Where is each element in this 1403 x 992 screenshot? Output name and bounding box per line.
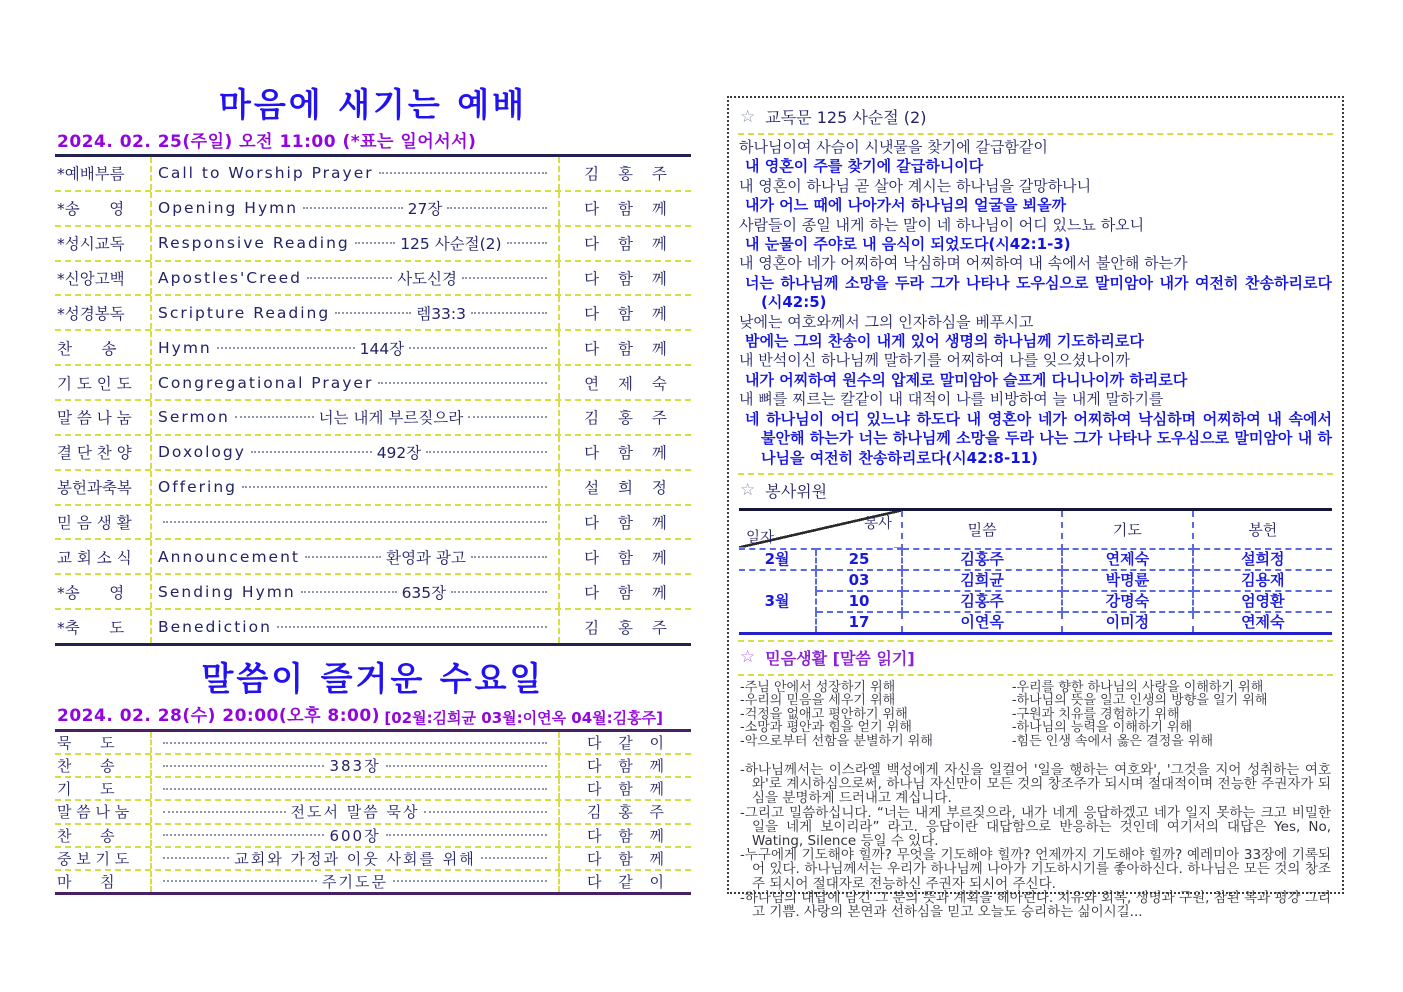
order-item-content [152,755,558,776]
volunteer-name-cell: 강명숙 [1062,591,1192,612]
order-item-detail: 너는 내게 부르짖으라 [318,409,464,428]
order-item-detail: 환영과 광고 [386,548,466,567]
order-item-label: 말 씀 나 눔 [55,801,152,822]
order-item-detail: 635장 [401,583,447,602]
order-item-content [152,471,558,504]
order-item-leader-name: 김 홍 주 [558,401,691,434]
dot-leader [393,880,547,882]
section-divider [738,674,1333,676]
section-divider [738,640,1333,642]
order-item-content [152,227,558,260]
volunteer-name-cell: 연제숙 [1193,612,1332,634]
order-item-english: Congregational Prayer [158,373,374,392]
reading-response-line: 내가 어찌하여 원수의 압제로 말미암아 슬프게 다니나이까 하리로다 [745,370,1188,389]
order-item-leader-name: 다 함 께 [558,540,691,573]
order-item-english: Hymn [158,338,212,357]
order-item-leader-name: 다 함 께 [558,506,691,539]
faith-purpose-item: -소망과 평안과 힘을 얻기 위해 [740,720,912,736]
order-item-detail: 주기도문 [322,872,388,891]
dot-leader [409,347,547,349]
order-item-content [152,540,558,573]
order-item-english: Offering [158,478,237,497]
order-item-content [152,296,558,329]
order-row [55,401,691,436]
volunteer-row [739,591,1332,612]
order-row [55,778,691,801]
order-item-detail: 600장 [329,826,381,845]
order-item-english: Opening Hymn [158,199,299,218]
dot-leader [462,277,547,279]
dot-leader [335,312,411,314]
corner-ilja-label: 일자 [746,529,775,546]
order-item-leader-name: 다 함 께 [558,436,691,469]
dot-leader [251,451,372,453]
volunteer-name-cell: 김홍주 [902,549,1062,570]
reading-leader-line: 하나님이여 사슴이 시냇물을 찾기에 갈급함같이 [739,138,1048,156]
order-item-leader-name: 다 같 이 [558,732,691,753]
faith-title: 믿음생활 [말씀 읽기] [765,648,915,668]
faith-purpose-item: -걱정을 없애고 평안하기 위해 [740,706,908,722]
order-item-label: 중 보 기 도 [55,848,152,869]
order-row [55,506,691,541]
faith-section-header [738,643,1333,673]
order-item-label: 기 도 인 도 [55,366,152,399]
order-row [55,871,691,892]
order-row [55,471,691,506]
order-item-english: Apostles'Creed [158,269,303,287]
order-item-detail: 492장 [376,444,422,463]
faith-purpose-item: -주님 안에서 성장하기 위해 [740,679,896,695]
volunteer-day-cell: 25 [816,549,902,570]
order-item-content [152,871,558,892]
order-row [55,227,691,262]
star-icon: ☆ [740,106,756,127]
order-row [55,540,691,575]
dot-leader [307,277,392,279]
dot-leader [424,811,547,813]
order-item-detail: 125 사순절(2) [400,235,502,254]
faith-purpose-item: -악으로부터 선함을 분별하기 위해 [740,733,933,749]
order-item-content [152,366,558,399]
volunteer-day-cell: 17 [816,612,902,634]
volunteer-name-cell: 설희정 [1193,549,1332,570]
reading-leader-line: 내 뼈를 찌르는 칼같이 내 대적이 나를 비방하여 늘 내게 말하기를 [739,390,1164,409]
dot-leader [447,207,547,209]
reading-response-line: 내 눈물이 주야로 내 음식이 되었도다(시42:1-3) [745,235,1071,254]
order-item-label: 찬 송 [55,755,152,776]
wednesday-service-title: 말씀이 즐거운 수요일 [201,659,545,698]
order-row [55,436,691,471]
wednesday-dateline-row [55,698,691,728]
order-item-leader-name: 다 같 이 [558,871,691,892]
order-item-english: Announcement [158,547,300,566]
section-divider [738,133,1333,135]
reading-response-line: 밤에는 그의 찬송이 내게 있어 생명의 하나님께 기도하리로다 [745,332,1144,351]
order-item-leader-name: 김 홍 주 [558,610,691,643]
order-item-content [152,331,558,364]
faith-purpose-item: -하나님의 능력을 이해하기 위해 [1011,720,1193,736]
order-item-content [152,778,558,799]
order-item-content [152,192,558,225]
dot-leader [481,857,547,859]
dot-leader [242,486,547,488]
volunteers-title: 봉사위원 [765,481,828,501]
reading-leader-line: 내 영혼이 하나님 곧 살아 계시는 하나님을 갈망하나니 [739,176,1092,195]
volunteers-corner-cell [739,509,902,549]
faith-purpose-item: -힘든 인생 속에서 옳은 결정을 위해 [1011,733,1214,749]
order-item-leader-name: 설 희 정 [558,471,691,504]
order-item-label: 찬 송 [55,331,152,364]
wednesday-leaders-note: [02월:김희균 03월:이연옥 04월:김홍주] [384,709,663,727]
left-column [55,86,691,895]
star-icon: ☆ [740,647,756,668]
order-item-label: *송 영 [55,192,152,225]
order-item-content [152,732,558,753]
section-divider [738,473,1333,475]
order-row [55,755,691,778]
dot-leader [235,416,314,418]
faith-purpose-lists [738,677,1333,748]
reading-leader-line: 내 반석이신 하나님께 말하기를 어찌하여 나를 잊으셨나이까 [739,351,1130,370]
dot-leader [355,242,395,244]
reading-title: 교독문 125 사순절 (2) [765,108,927,127]
faith-paragraph: -하나님의 대답에 담긴 그 분의 뜻과 계획을 헤아린다. 치유와 회복, 생명과 구원, 참된 복과 평강 그리고 기쁨. 사랑의 본연과 선하심을 믿고 오늘도 승리하는 싦이시길... [740,889,1331,920]
faith-paragraph: -누구에게 기도해야 힐까? 무엇을 기도해야 힐까? 언제까지 기도해야 힐까? 예레미아 33장에 기록되어 있다. 하나님께서는 우리가 하나님께 나아가 기도하시기를 좋아하신다. 하나님은 모든 것의 창조주 되시어 절대자로 전능하신 주권자 되시어 주신다. [740,847,1331,892]
order-row [55,801,691,824]
order-item-label: 기 도 [55,778,152,799]
order-row [55,157,691,192]
volunteer-month-cell: 3월 [739,570,816,634]
faith-paragraph: -하나님께서는 이스라엘 백성에게 자신을 일컬어 '일을 행하는 여호와', '그것을 지어 성취하는 여호와'로 계시하심으로써, 하나님 자신만이 모든 것의 창조주가 되시며 절대적이며 전능한 주권자가 되심을 분명하게 드러내고 계십니다. [740,761,1331,807]
order-item-leader-name: 다 함 께 [558,575,691,608]
order-item-label: *축 도 [55,610,152,643]
order-item-detail: 사도신경 [397,270,457,288]
order-item-leader-name: 다 함 께 [558,331,691,364]
dot-leader [386,834,547,836]
order-item-leader-name: 다 함 께 [558,755,691,776]
order-item-english: Benediction [158,617,272,636]
order-item-label: 마 침 [55,871,152,892]
dot-leader [305,556,381,558]
dot-leader [163,742,547,744]
faith-paragraph: -그리고 밀씀하십니다. “너는 내게 부르짖으라, 내가 네게 응답하겠고 네가 일지 못하는 크고 비밀한 일을 네게 보이리라” 라고. 응답이란 대답함으로 반응하는 것인데 여기서의 대답은 Yes, No, Wating, Silence 등일 수 있다. [740,804,1331,849]
order-item-label: 말 씀 나 눔 [55,401,152,434]
order-row [55,366,691,401]
order-item-leader-name: 다 함 께 [558,848,691,869]
volunteers-col-header: 기도 [1062,509,1192,549]
dot-leader [163,811,286,813]
order-item-label: 봉헌과축복 [55,471,152,504]
volunteer-row [739,549,1332,570]
right-panel [727,96,1344,920]
dot-leader [468,416,547,418]
order-row [55,262,691,297]
dot-leader [378,382,547,384]
wednesday-dateline: 2024. 02. 28(수) 20:00(오후 8:00) [57,706,380,726]
order-row [55,825,691,848]
order-item-content [152,575,558,608]
dot-leader [471,312,547,314]
order-item-leader-name: 다 함 께 [558,227,691,260]
volunteer-name-cell: 엄영환 [1193,591,1332,612]
reading-leader-line: 내 영혼아 네가 어찌하여 낙심하며 어찌하여 내 속에서 불안해 하는가 [739,254,1188,273]
dot-leader [163,788,547,790]
order-item-leader-name: 다 함 께 [558,296,691,329]
faith-purpose-item: -우리의 믿음을 세우기 위해 [740,693,896,709]
order-item-english: Scripture Reading [158,303,331,322]
reading-section-header [738,102,1333,132]
order-item-detail: 렘33:3 [416,304,466,323]
order-row [55,192,691,227]
order-item-label: 묵 도 [55,732,152,753]
order-item-content [152,825,558,846]
dot-leader [303,207,403,209]
order-row [55,575,691,610]
dot-leader [163,857,229,859]
dot-leader [426,451,547,453]
dot-leader [379,172,547,174]
volunteer-row [739,570,1332,591]
sunday-order-table [55,154,691,646]
order-item-english: Call to Worship Prayer [158,164,374,183]
reading-response-line: 내 영혼이 주를 찾기에 갈급하니이다 [745,157,984,176]
order-item-detail: 383장 [329,757,381,776]
order-item-english: Sending Hymn [158,582,296,601]
order-item-leader-name: 다 함 께 [558,778,691,799]
volunteers-col-header: 봉헌 [1193,509,1332,549]
order-item-english: Sermon [158,408,230,427]
order-item-leader-name: 다 함 께 [558,262,691,295]
dot-leader [163,880,317,882]
order-row [55,331,691,366]
volunteer-day-cell: 03 [816,570,902,591]
dot-leader [386,765,547,767]
order-item-content [152,262,558,295]
faith-purpose-item: -하나님의 뜻을 일고 인생의 방향을 일기 위해 [1011,693,1268,709]
volunteers-col-header: 밀씀 [902,509,1062,549]
volunteer-name-cell: 김홍주 [902,591,1062,612]
faith-list-right [1012,681,1331,748]
volunteer-name-cell: 박명륜 [1062,570,1192,591]
reading-leader-line: 낮에는 여호와께서 그의 인자하심을 베푸시고 [739,312,1034,331]
order-item-detail: 교회와 가정과 이웃 사회를 위해 [234,849,476,868]
faith-purpose-item: -구원과 치유를 경험하기 위해 [1011,706,1180,722]
order-item-label: *신앙고백 [55,262,152,295]
order-item-content [152,436,558,469]
order-item-leader-name: 연 제 숙 [558,366,691,399]
order-item-label: *성시교독 [55,227,152,260]
dot-leader [163,834,324,836]
corner-bongsa-label: 봉사 [864,515,893,532]
dot-leader [163,521,547,523]
sunday-dateline: 2024. 02. 25(주일) 오전 11:00 (*표는 일어서서) [57,132,477,152]
order-item-label: 교 회 소 식 [55,540,152,573]
wednesday-service-section [55,660,691,895]
order-item-content [152,157,558,190]
volunteer-month-cell: 2월 [739,549,816,570]
volunteer-name-cell: 이미정 [1062,612,1192,634]
order-item-leader-name: 다 함 께 [558,825,691,846]
order-item-label: 결 단 찬 양 [55,436,152,469]
order-row [55,848,691,871]
volunteer-day-cell: 10 [816,591,902,612]
volunteer-name-cell: 김용재 [1193,570,1332,591]
volunteer-row [739,612,1332,634]
order-item-content [152,610,558,643]
dot-leader [301,591,397,593]
star-icon: ☆ [740,480,756,501]
dot-leader [277,626,547,628]
dot-leader [451,591,547,593]
dot-leader [163,765,324,767]
order-item-content [152,801,558,822]
order-item-content [152,401,558,434]
order-item-leader-name: 김 홍 주 [558,157,691,190]
order-row [55,610,691,643]
reading-response-line: 너는 하나님께 소망을 두라 그가 나타나 도우심으로 말미암아 내가 여전히 찬송하리로다(시42:5) [745,273,1332,312]
responsive-reading-text [738,136,1333,472]
volunteers-table-wrap [738,506,1333,639]
faith-paragraphs [738,763,1333,919]
order-item-label: *송 영 [55,575,152,608]
order-item-label: *성경봉독 [55,296,152,329]
order-item-label: *예배부름 [55,157,152,190]
reading-leader-line: 사람들이 종일 내게 하는 말이 네 하나님이 어디 있느뇨 하오니 [739,215,1145,234]
order-item-content [152,506,558,539]
dot-leader [471,556,547,558]
volunteers-table [739,508,1332,635]
order-item-detail: 144장 [359,339,405,358]
order-item-leader-name: 다 함 께 [558,192,691,225]
order-item-english: Responsive Reading [158,234,350,253]
order-item-content [152,848,558,869]
dot-leader [507,242,547,244]
dot-leader [217,347,355,349]
order-item-leader-name: 김 홍 주 [558,801,691,822]
faith-purpose-item: -우리를 향한 하나님의 사랑을 이해하기 위해 [1011,679,1264,695]
order-item-detail: 전도서 말씀 묵상 [290,803,420,822]
faith-list-left [740,681,1012,748]
order-item-label: 믿 음 생 활 [55,506,152,539]
order-item-label: 찬 송 [55,825,152,846]
reading-response-line: 네 하나님이 어디 있느냐 하도다 내 영혼아 네가 어찌하여 낙심하며 어찌하여 내 속에서 불안해 하는가 너는 하나님께 소망을 두라 나는 그가 나타나 도우심으로 말미암아 내 하나님을 여전히 찬송하리로다(시42:8-11) [745,409,1332,467]
order-item-detail: 27장 [407,200,443,219]
volunteers-section-header [738,476,1333,506]
volunteer-name-cell: 김희균 [902,570,1062,591]
wednesday-order-table [55,729,691,895]
order-row [55,296,691,331]
sunday-service-section [55,86,691,646]
volunteer-name-cell: 이연옥 [902,612,1062,634]
sunday-service-title: 마음에 새기는 예배 [218,85,527,124]
order-item-english: Doxology [158,443,246,462]
volunteer-name-cell: 연제숙 [1062,549,1192,570]
reading-response-line: 내가 어느 때에 나아가서 하나님의 얼굴을 뵈올까 [745,196,1067,215]
order-row [55,732,691,755]
